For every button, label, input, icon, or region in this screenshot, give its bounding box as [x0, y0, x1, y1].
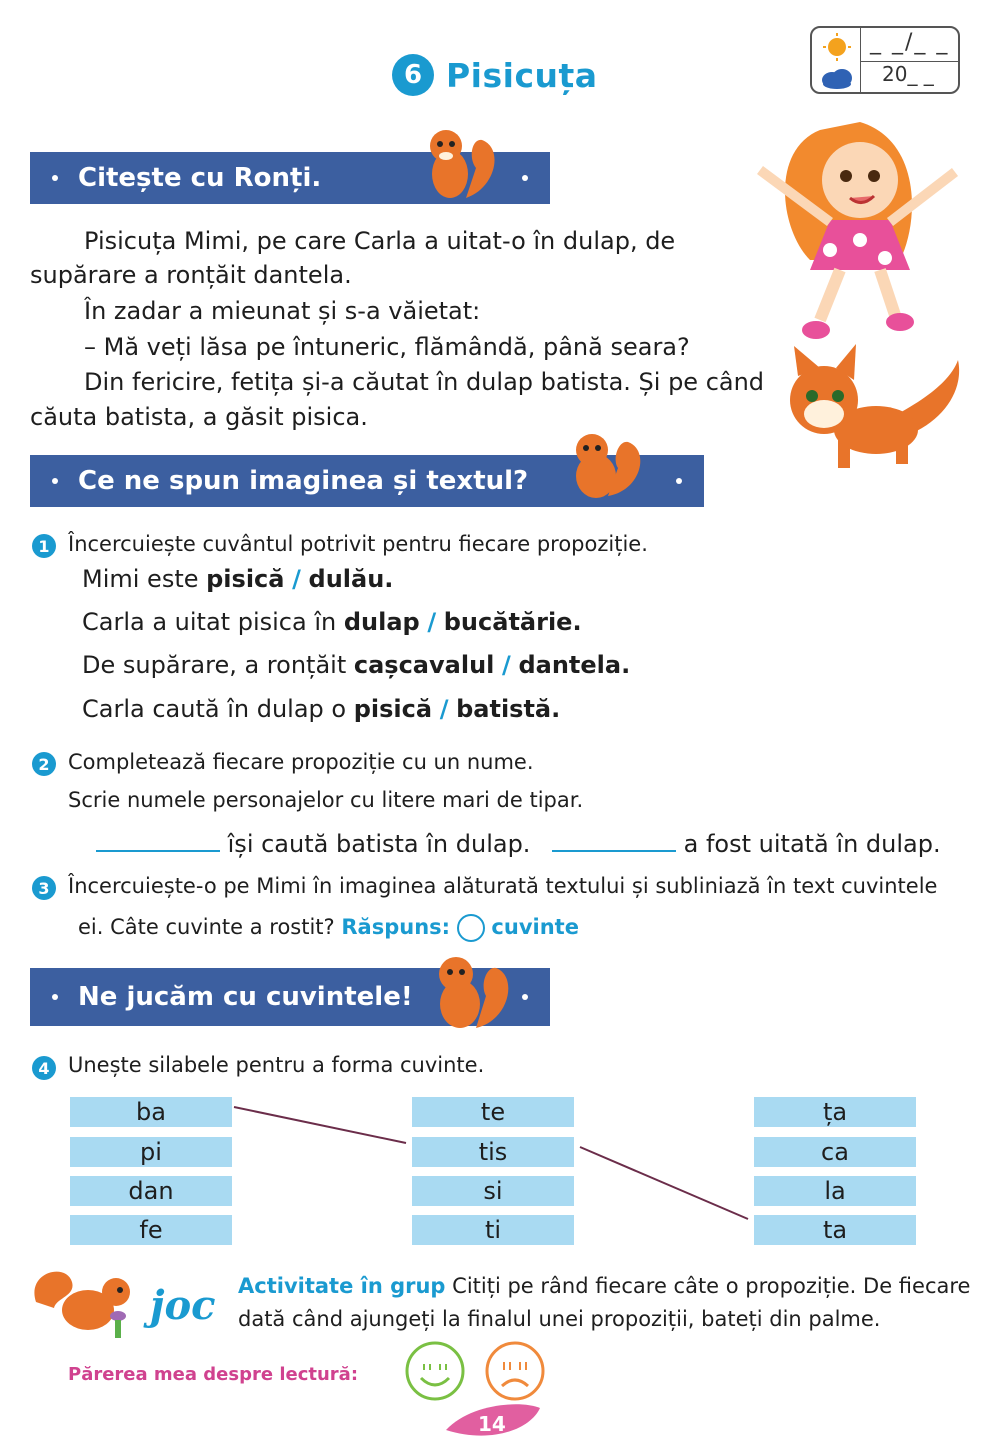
answer-circle-field[interactable] — [457, 914, 485, 942]
section-title: Ce ne spun imaginea și textul? — [78, 466, 529, 496]
exercise2-fill-sentence: își caută batista în dulap. — [96, 828, 530, 858]
answer-unit: cuvinte — [491, 915, 579, 939]
syllable-cell[interactable]: si — [412, 1176, 574, 1206]
story-line: Din fericire, fetița și-a căutat în dulap batista. Și pe când — [84, 368, 765, 396]
syllable-cell[interactable]: dan — [70, 1176, 232, 1206]
exercise-instruction: Încercuiește cuvântul potrivit pentru fiecare propoziție. — [68, 532, 648, 556]
word-option[interactable]: pisică — [206, 565, 285, 593]
date-box — [810, 26, 960, 94]
section-title: Ne jucăm cu cuvintele! — [78, 982, 413, 1012]
page-number: 14 — [478, 1412, 506, 1436]
syllable-cell[interactable]: tis — [412, 1137, 574, 1167]
syllable-cell[interactable]: fe — [70, 1215, 232, 1245]
activity-title: Activitate în grup — [238, 1274, 446, 1298]
syllable-cell[interactable]: ba — [70, 1097, 232, 1127]
opinion-label: Părerea mea despre lectură: — [68, 1364, 359, 1385]
exercise-number-badge: 4 — [32, 1056, 56, 1080]
word-option[interactable]: cașcavalul — [353, 651, 495, 679]
answer-label: Răspuns: — [341, 915, 451, 939]
exercise1-sentence: Carla a uitat pisica în dulap / bucătărie. — [82, 608, 582, 636]
story-line: căuta batista, a găsit pisica. — [30, 403, 368, 431]
connection-line — [234, 1107, 406, 1143]
exercise-instruction: Scrie numele personajelor cu litere mari de tipar. — [68, 788, 584, 812]
name-blank-field[interactable] — [552, 828, 676, 852]
story-line: – Mă veți lăsa pe întuneric, flămândă, până seara? — [84, 333, 690, 361]
squirrel-icon — [424, 946, 520, 1036]
exercise-number-badge: 3 — [32, 876, 56, 900]
story-line: În zadar a mieunat și s-a văietat: — [84, 297, 481, 325]
exercise3-question: ei. Câte cuvinte a rostit? Răspuns: cuvinte — [78, 914, 579, 942]
syllable-cell[interactable]: ti — [412, 1215, 574, 1245]
lesson-number-badge: 6 — [392, 54, 434, 96]
happy-face-icon[interactable] — [404, 1340, 466, 1402]
syllable-cell[interactable]: te — [412, 1097, 574, 1127]
date-year-field[interactable]: 20_ _ — [882, 62, 934, 86]
joc-label: joc — [150, 1282, 216, 1329]
connection-line — [580, 1147, 748, 1219]
exercise1-sentence: Mimi este pisică / dulău. — [82, 565, 394, 593]
exercise1-sentence: De supărare, a ronțăit cașcavalul / dantela. — [82, 651, 631, 679]
activity-text: Activitate în grup Citiți pe rând fiecare câte o propoziție. De fiecare dată când ajungeți la finalul unei propoziții, bateți din palme. — [238, 1274, 971, 1331]
sun-icon — [822, 33, 852, 61]
exercise-instruction: Încercuiește-o pe Mimi în imaginea alăturată textului și subliniază în text cuvintele — [68, 874, 938, 898]
name-blank-field[interactable] — [96, 828, 220, 852]
cloud-icon — [820, 66, 854, 90]
word-option[interactable]: bucătărie — [443, 608, 573, 636]
syllable-cell[interactable]: ta — [754, 1215, 916, 1245]
exercise-instruction: Completează fiecare propoziție cu un nume. — [68, 750, 534, 774]
story-line: Pisicuța Mimi, pe care Carla a uitat-o în dulap, de — [84, 227, 676, 255]
syllable-cell[interactable]: pi — [70, 1137, 232, 1167]
squirrel-icon — [562, 420, 650, 504]
lesson-title — [392, 54, 598, 96]
story-line: supărare a ronțăit dantela. — [30, 261, 352, 289]
lesson-title-text: Pisicuța — [446, 55, 598, 95]
girl-carla-illustration — [750, 110, 970, 346]
syllable-cell[interactable]: ca — [754, 1137, 916, 1167]
squirrel-icon — [416, 118, 502, 206]
word-option[interactable]: dantela — [518, 651, 622, 679]
squirrel-icon — [26, 1262, 134, 1342]
exercise2-fill-sentence: a fost uitată în dulap. — [552, 828, 941, 858]
word-option[interactable]: dulap — [343, 608, 420, 636]
exercise1-sentence: Carla caută în dulap o pisică / batistă. — [82, 695, 561, 723]
exercise-number-badge: 2 — [32, 752, 56, 776]
exercise-instruction: Unește silabele pentru a forma cuvinte. — [68, 1053, 485, 1077]
word-option[interactable]: pisică — [353, 695, 433, 723]
cat-mimi-illustration — [776, 340, 966, 472]
syllable-cell[interactable]: la — [754, 1176, 916, 1206]
date-day-month-field[interactable]: _ _/_ _ — [870, 30, 950, 55]
word-option[interactable]: batistă — [456, 695, 552, 723]
section-title: Citește cu Ronți. — [78, 163, 322, 193]
syllable-cell[interactable]: ța — [754, 1097, 916, 1127]
word-option[interactable]: dulău — [308, 565, 385, 593]
sad-face-icon[interactable] — [484, 1340, 546, 1402]
exercise-number-badge: 1 — [32, 534, 56, 558]
